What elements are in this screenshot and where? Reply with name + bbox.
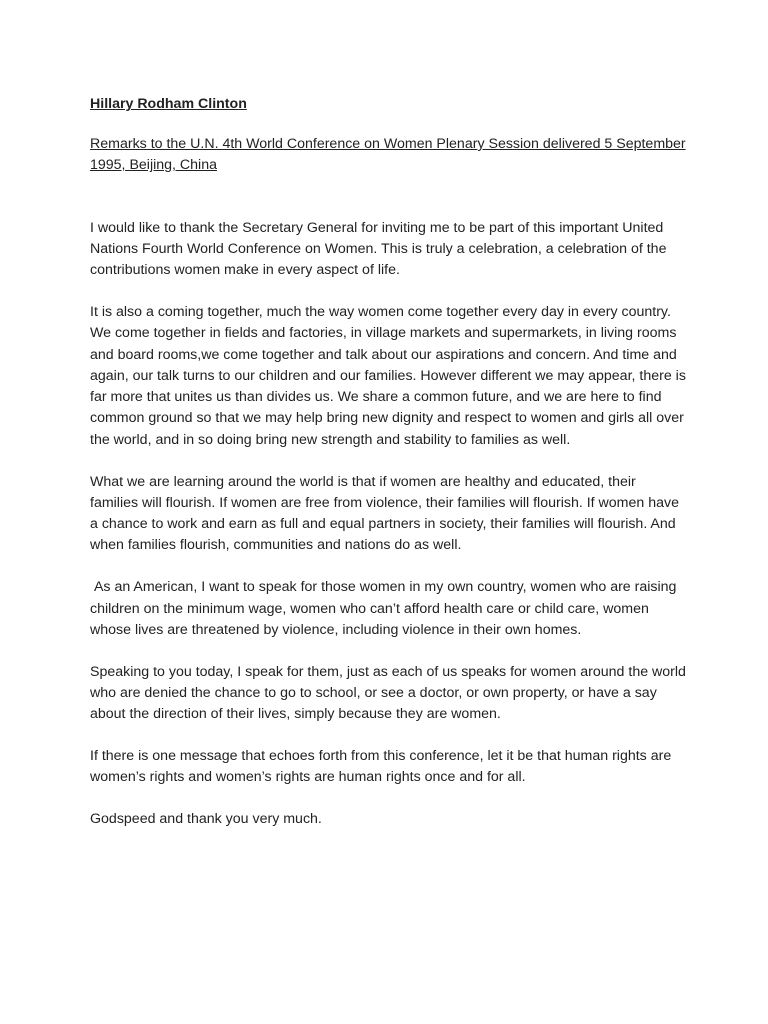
paragraph: I would like to thank the Secretary General for inviting me to be part of this important United Nations Fourth World Conference on Women. This is truly a celebration, a celebration of the contributions women make in every aspect of life.	[90, 219, 667, 279]
document-subtitle: Remarks to the U.N. 4th World Conference on Women Plenary Session delivered 5 September 1995, Beijing, China	[90, 136, 686, 174]
paragraph: It is also a coming together, much the way women come together every day in every country. We come together in fields and factories, in village markets and supermarkets, in living rooms and board rooms,we come together and talk about our aspirations and concern. And time and again, our talk turns to our children and our families. However different we may appear, there is far more that unites us than divides us. We share a common future, and we are here to find common ground so that we may help bring new dignity and respect to women and girls all over the world, and in so doing bring new strength and stability to families as well.	[90, 303, 686, 448]
document-author: Hillary Rodham Clinton	[90, 96, 247, 112]
paragraph: As an American, I want to speak for those women in my own country, women who are raising children on the minimum wage, women who can’t afford health care or child care, women whose lives are threatened by violence, including violence in their own homes.	[90, 579, 681, 638]
paragraph: If there is one message that echoes forth from this conference, let it be that human rights are women’s rights and women’s rights are human rights once and for all.	[90, 748, 672, 786]
paragraph: Godspeed and thank you very much.	[90, 811, 322, 828]
paragraph: What we are learning around the world is that if women are healthy and educated, their families will flourish. If women are free from violence, their families will flourish. If women have a chance to work and earn as full and equal partners in society, their families will flourish. And when families flourish, communities and nations do as well.	[90, 473, 679, 554]
document-body	[90, 218, 686, 831]
paragraph: Speaking to you today, I speak for them, just as each of us speaks for women around the world who are denied the chance to go to school, or see a doctor, or own property, or have a say about the direction of their lives, simply because they are women.	[90, 663, 686, 723]
document-content	[90, 94, 686, 851]
